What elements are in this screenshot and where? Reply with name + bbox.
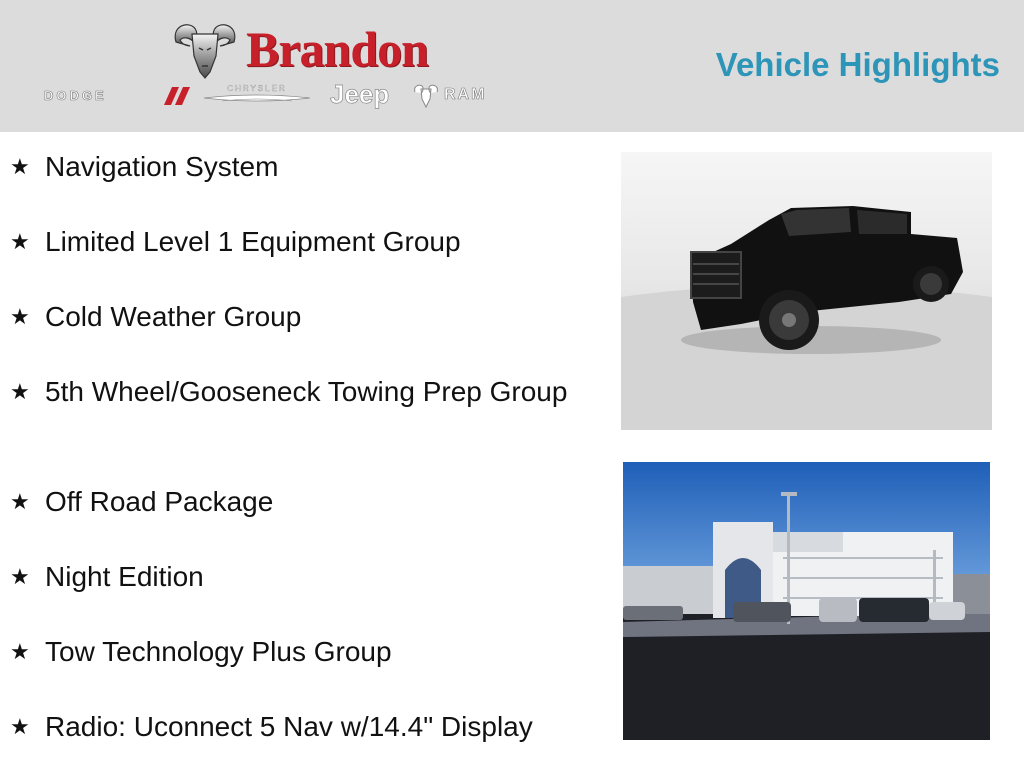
highlight-text: Navigation System [45, 151, 279, 182]
dealer-logo[interactable] [40, 18, 540, 118]
truck-image [621, 152, 992, 430]
star-icon: ★ [10, 714, 30, 739]
jeep-logo: Jeep [330, 79, 390, 109]
dodge-logo: DODGE [44, 88, 107, 103]
page-title: Vehicle Highlights [715, 46, 1000, 83]
dealership-image [623, 462, 990, 740]
dealer-brand-name: Brandon [246, 21, 428, 77]
highlight-item [10, 635, 590, 669]
ram-brand-head-icon [412, 83, 440, 109]
vehicle-highlights-list [10, 150, 590, 770]
highlight-text: Limited Level 1 Equipment Group [45, 226, 461, 257]
highlight-item [10, 485, 590, 519]
highlight-text: Night Edition [45, 561, 204, 592]
header [0, 0, 1024, 132]
highlight-text: Off Road Package [45, 486, 274, 517]
highlight-text: 5th Wheel/Gooseneck Towing Prep Group [45, 376, 568, 407]
star-icon: ★ [10, 489, 30, 514]
dealership-photo [623, 462, 990, 740]
star-icon: ★ [10, 304, 30, 329]
chrysler-logo [202, 84, 312, 108]
chrysler-wordmark: CHRYSLER [227, 84, 287, 93]
highlight-text: Tow Technology Plus Group [45, 636, 392, 667]
ram-head-logo-icon [170, 20, 240, 82]
highlight-item [10, 560, 590, 594]
brand-logos-row [40, 80, 540, 112]
star-icon: ★ [10, 564, 30, 589]
dodge-stripes-icon [164, 87, 190, 105]
highlight-text: Radio: Uconnect 5 Nav w/14.4" Display [45, 711, 533, 742]
star-icon: ★ [10, 639, 30, 664]
chrysler-wings-icon [202, 84, 312, 108]
highlight-text: Cold Weather Group [45, 301, 302, 332]
star-icon: ★ [10, 229, 30, 254]
star-icon: ★ [10, 379, 30, 404]
star-icon: ★ [10, 154, 30, 179]
truck-photo [621, 152, 992, 430]
highlight-item [10, 150, 590, 184]
highlight-item [10, 710, 590, 744]
highlight-item [10, 300, 590, 334]
highlight-item [10, 375, 590, 409]
ram-logo: RAM [444, 86, 487, 103]
highlight-item [10, 225, 590, 259]
